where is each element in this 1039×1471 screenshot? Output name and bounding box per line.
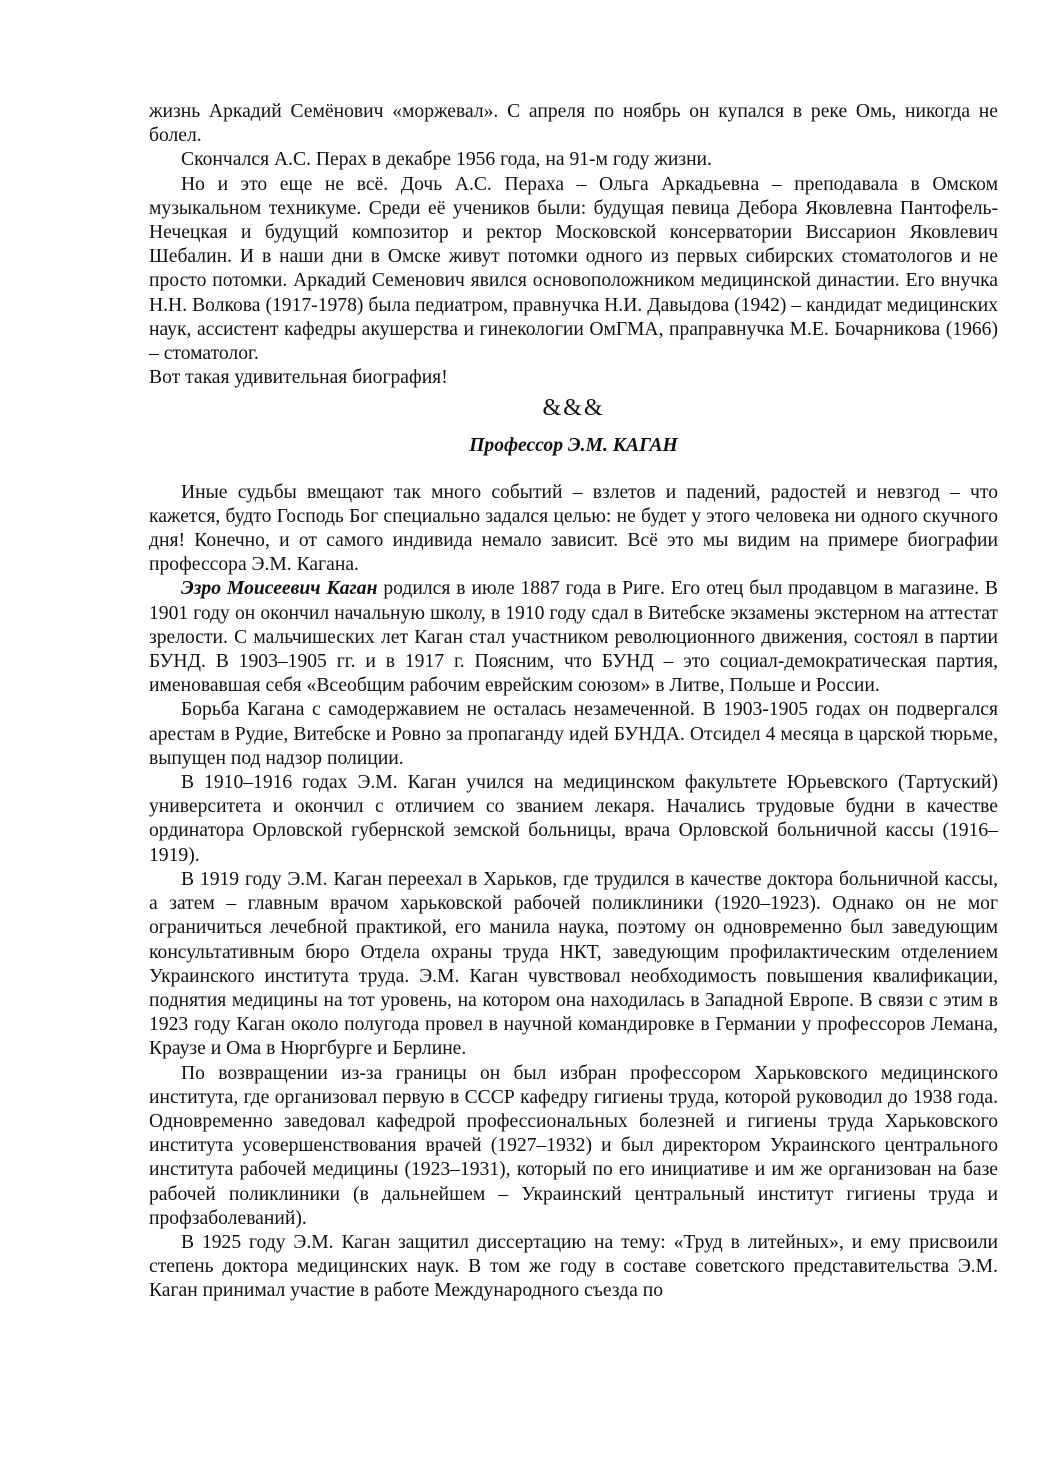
person-name: Эзро Моисеевич Каган: [181, 578, 378, 600]
paragraph-text: родился в июле 1887 года в Риге. Его отец был продавцом в магазине. В 1901 году он окончил начальную школу, в 1910 году сдал в Витебске экзамены экстерном на аттестат зрелости. С мальчишеских лет Каган стал участником революционного движения, состоял в партии БУНД. В 1903–1905 гг. и в 1917 г. Поясним, что БУНД – это социал-демократическая партия, именовавшая себя «Всеобщим рабочим еврейским союзом» в Литве, Польше и России.: [149, 578, 998, 697]
paragraph: Иные судьбы вмещают так много событий – взлетов и падений, радостей и невзгод – что кажется, будто Господь Бог специально задался целью: не будет у этого человека ни одного скучного дня! Конечно, и от самого индивида немало зависит. Всё это мы видим на примере биографии профессора Э.М. Кагана.: [149, 481, 998, 576]
paragraph: Скончался А.С. Перах в декабре 1956 года, на 91-м году жизни.: [181, 149, 712, 171]
paragraph: Борьба Кагана с самодержавием не осталась незамеченной. В 1903-1905 годах он подвергался арестам в Рудие, Витебске и Ровно за пропаганду идей БУНДА. Отсидел 4 месяца в царской тюрьме, выпущен под надзор полиции.: [149, 699, 998, 769]
paragraph: В 1919 году Э.М. Каган переехал в Харьков, где трудился в качестве доктора больничной кассы, а затем – главным врачом харьковской рабочей поликлиники (1920–1923). Однако он не мог ограничиться лечебной практикой, его манила наука, поэтому он одновременно был заведующим консультативным бюро Отдела охраны труда НКТ, заведующим профилактическим отделением Украинского института труда. Э.М. Каган чувствовал необходимость повышения квалификации, поднятия медицины на тот уровень, на котором она находилась в Западной Европе. В связи с этим в 1923 году Каган около полугода провел в научной командировке в Германии у профессоров Лемана, Краузе и Ома в Нюргбурге и Берлине.: [149, 868, 998, 1060]
paragraph: По возвращении из-за границы он был избран профессором Харьковского медицинского института, где организовал первую в СССР кафедру гигиены труда, которой руководил до 1938 года. Одновременно заведовал кафедрой профессиональных болезней и гигиены труда Харьковского института усовершенствования врачей (1927–1932) и был директором Украинского центрального института рабочей медицины (1923–1931), который по его инициативе и им же организован на базе рабочей поликлиники (в дальнейшем – Украинский центральный институт гигиены труда и профзаболеваний).: [149, 1062, 998, 1229]
paragraph: Но и это еще не всё. Дочь А.С. Пераха – Ольга Аркадьевна – преподавала в Омском музыкальном техникуме. Среди её учеников были: будущая певица Дебора Яковлевна Пантофель-Нечецкая и будущий композитор и ректор Московской консерватории Виссарион Яковлевич Шебалин. И в наши дни в Омске живут потомки одного из первых сибирских стоматологов и не просто потомки. Аркадий Семенович явился основоположником медицинской династии. Его внучка Н.Н. Волкова (1917-1978) была педиатром, правнучка Н.И. Давыдова (1942) – кандидат медицинских наук, ассистент кафедры акушерства и гинекологии ОмГМА, праправнучка М.Е. Бочарникова (1966) – стоматолог.: [149, 173, 998, 365]
paragraph: В 1910–1916 годах Э.М. Каган учился на медицинском факультете Юрьевского (Тартуский) университета и окончил с отличием со званием лекаря. Начались трудовые будни в качестве ординатора Орловской губернской земской больницы, врача Орловской больничной кассы (1916–1919).: [149, 772, 998, 866]
paragraph: В 1925 году Э.М. Каган защитил диссертацию на тему: «Труд в литейных», и ему присвоили степень доктора медицинских наук. В том же году в составе советского представительства Э.М. Каган принимал участие в работе Международного съезда по: [149, 1231, 998, 1302]
section-heading: Профессор Э.М. КАГАН: [469, 435, 678, 457]
paragraph: [149, 577, 998, 698]
ornament-divider: &&&: [542, 395, 605, 422]
document-page: [149, 100, 998, 1304]
paragraph: Вот такая удивительная биография!: [149, 367, 448, 389]
paragraph: жизнь Аркадий Семёнович «моржевал». С апреля по ноябрь он купался в реке Омь, никогда не болел.: [149, 101, 998, 147]
